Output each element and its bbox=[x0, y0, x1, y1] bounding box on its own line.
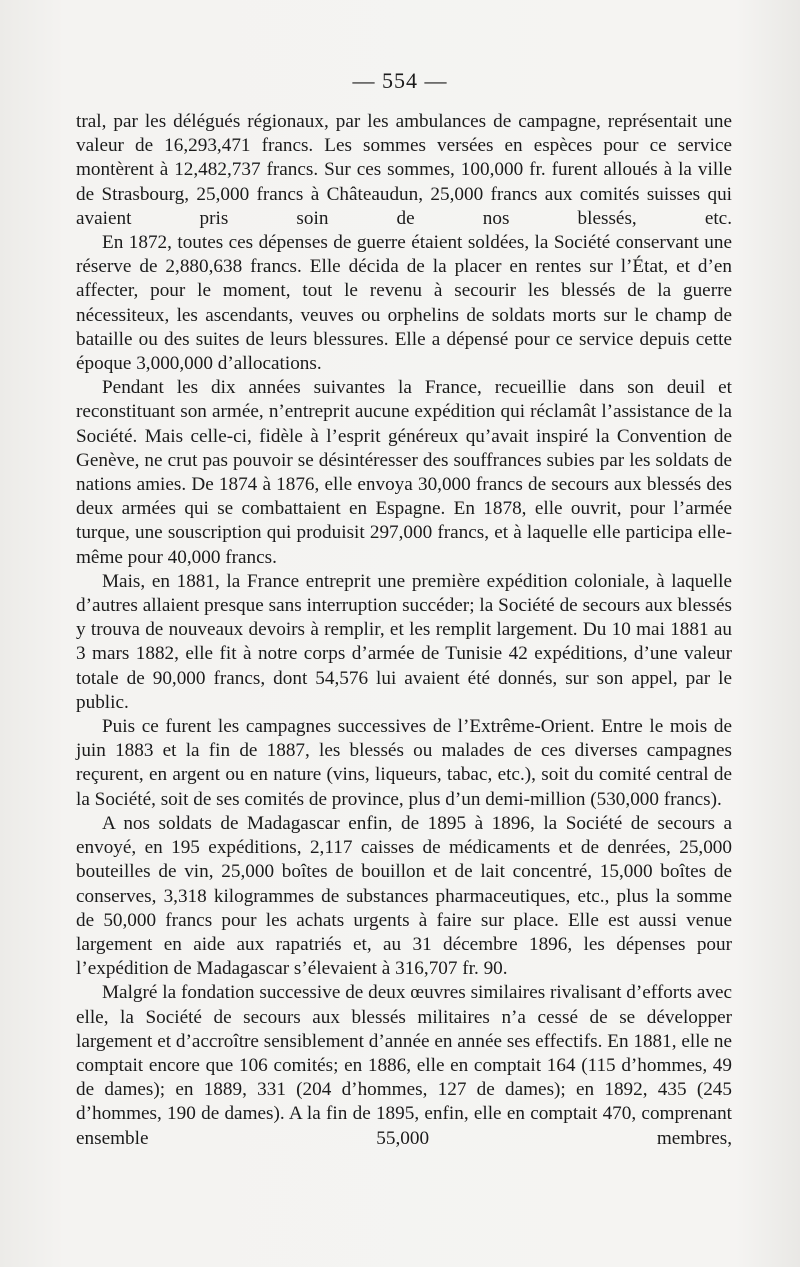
paragraph-4: Mais, en 1881, la France entreprit une première expédition coloniale, à laquelle d’autres allaient presque sans interruption succéder; la Société de secours aux blessés y trouva de nouveaux devoirs à remplir, et les remplit largement. Du 10 mai 1881 au 3 mars 1882, elle fit à notre corps d’armée de Tunisie 42 expéditions, d’une valeur totale de 90,000 francs, dont 54,576 lui avaient été donnés, sur son appel, par le public. bbox=[76, 570, 732, 713]
paragraph-2: En 1872, toutes ces dépenses de guerre étaient soldées, la Société conservant une réserve de 2,880,638 francs. Elle décida de la placer en rentes sur l’État, et d’en affecter, pour le moment, tout le revenu à secourir les blessés de la guerre nécessiteux, les ascendants, veuves ou orphelins de soldats morts sur le champ de bataille ou des suites de leurs blessures. Elle a dépensé pour ce service depuis cette époque 3,000,000 d’allocations. bbox=[76, 232, 732, 375]
paragraph-6: A nos soldats de Madagascar enfin, de 1895 à 1896, la Société de secours a envoyé, en 195 expéditions, 2,117 caisses de médicaments et de denrées, 25,000 bouteilles de vin, 25,000 boîtes de bouillon et de lait concentré, 15,000 boîtes de conserves, 3,318 kilogrammes de substances pharmaceutiques, etc., plus la somme de 50,000 francs pour les achats urgents à faire sur place. Elle est aussi venue largement en aide aux rapatriés et, au 31 décembre 1896, les dépenses pour l’expédition de Madagascar s’élevaient à 316,707 fr. 90. bbox=[76, 812, 732, 980]
paragraph-7: Malgré la fondation successive de deux œuvres similaires rivalisant d’efforts avec elle, la Société de secours aux blessés militaires n’a cessé de se développer largement et d’accroître sensiblement d’année en année ses effectifs. En 1881, elle ne comptait encore que 106 comités; en 1886, elle en comptait 164 (115 d’hommes, 49 de dames); en 1889, 331 (204 d’hommes, 127 de dames); en 1892, 435 (245 d’hommes, 190 de dames). A la fin de 1895, enfin, elle en comptait 470, comprenant ensemble 55,000 membres, bbox=[76, 982, 732, 1149]
paragraph-1: tral, par les délégués régionaux, par les ambulances de campagne, représentait une valeur de 16,293,471 francs. Les sommes versées en espèces pour ce service montèrent à 12,482,737 francs. Sur ces sommes, 100,000 fr. furent alloués à la ville de Strasbourg, 25,000 francs à Châteaudun, 25,000 francs aux comités suisses qui avaient pris soin de nos blessés, etc. bbox=[76, 111, 732, 229]
paragraph-5: Puis ce furent les campagnes successives de l’Extrême-Orient. Entre le mois de juin 1883 et la fin de 1887, les blessés ou malades de ces diverses campagnes reçurent, en argent ou en nature (vins, liqueurs, tabac, etc.), soit du comité central de la Société, soit de ses comités de province, plus d’un demi-million (530,000 francs). bbox=[76, 716, 732, 810]
paragraph-3: Pendant les dix années suivantes la France, recueillie dans son deuil et reconstituant son armée, n’entreprit aucune expédition qui réclamât l’assistance de la Société. Mais celle-ci, fidèle à l’esprit généreux qu’avait inspiré la Convention de Genève, ne crut pas pouvoir se désintéresser des souffrances subies par les soldats de nations amies. De 1874 à 1876, elle envoya 30,000 francs de secours aux blessés des deux armées qui se combattaient en Espagne. En 1878, elle ouvrit, pour l’armée turque, une souscription qui produisit 297,000 francs, et à laquelle elle participa elle-même pour 40,000 francs. bbox=[76, 377, 732, 568]
page-number: — 554 — bbox=[352, 68, 448, 93]
body-text bbox=[76, 110, 732, 1151]
